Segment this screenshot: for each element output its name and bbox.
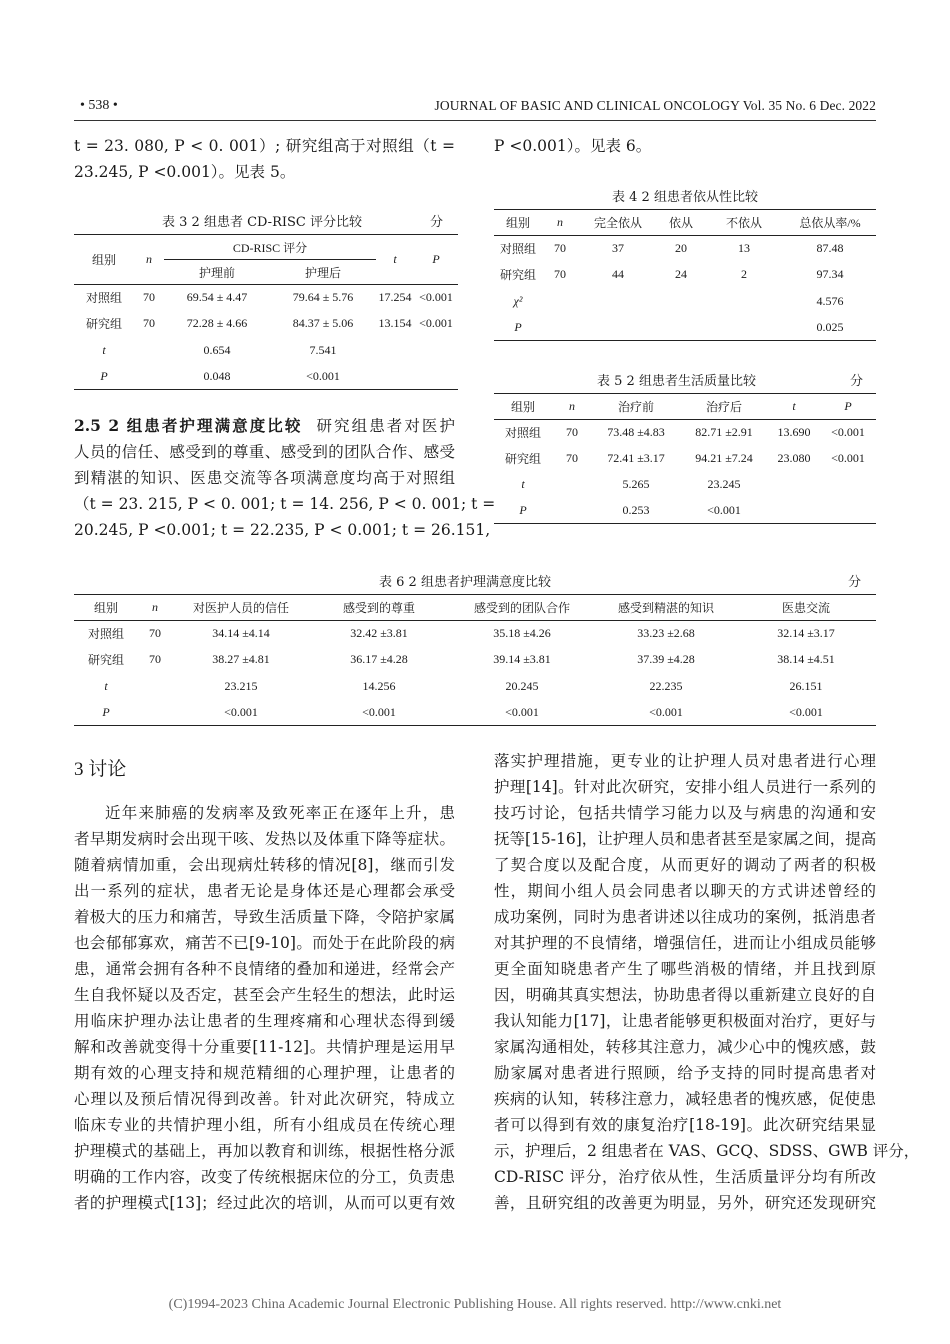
header-cell: P xyxy=(820,394,876,420)
cell: 70 xyxy=(566,451,578,465)
cell: 研究组 xyxy=(499,268,536,282)
cell: 0.048 xyxy=(164,364,270,390)
text-line: 抚等[15-16]，让护理人员和患者甚至是家属之间，提高 xyxy=(494,830,877,848)
cell: 38.14 ±4.51 xyxy=(777,652,835,666)
text-line: 20.245, P <0.001; t = 22.235, P < 0.001; t = 26.151, xyxy=(74,521,491,539)
text-line: 更全面知晓患者产生了哪些消极的情绪，并且找到原 xyxy=(494,960,876,978)
unit-label: 分 xyxy=(850,374,864,389)
cell: P xyxy=(494,498,552,524)
header-cell: 完全依从 xyxy=(578,210,658,236)
cell: 39.14 ±3.81 xyxy=(493,652,551,666)
table4-caption: 表 4 2 组患者依从性比较 xyxy=(612,190,758,205)
text-line: 期有效的心理支持和规范精细的心理护理，让患者的 xyxy=(74,1064,455,1082)
text-line: 明确的工作内容，改变了传统根据床位的分工，负责患 xyxy=(74,1168,455,1186)
cell: <0.001 xyxy=(448,700,596,726)
unit-label: 分 xyxy=(848,575,862,590)
text-line: 出一系列的症状，患者无论是身体还是心理都会承受 xyxy=(74,882,455,900)
section-3-left xyxy=(74,800,455,1216)
cell: 34.14 ±4.14 xyxy=(212,626,270,641)
caption-text: 表 5 2 组患者生活质量比较 xyxy=(597,374,756,389)
cell: <0.001 xyxy=(419,316,453,330)
cell: P xyxy=(74,700,138,726)
table3 xyxy=(74,234,458,390)
cell: 70 xyxy=(149,652,161,666)
cell: 33.23 ±2.68 xyxy=(637,626,695,641)
cell: 38.27 ±4.81 xyxy=(212,652,270,666)
table-row xyxy=(74,673,876,700)
header-cell: 护理后 xyxy=(270,260,376,285)
text-line: （t = 23. 215, P < 0. 001; t = 14. 256, P < 0. 001; t = xyxy=(74,495,496,513)
cell: 0.654 xyxy=(203,342,231,357)
text-line: 成功案例，同时为患者讲述以往成功的案例，抵消患者 xyxy=(494,908,876,926)
table6 xyxy=(74,594,876,726)
table-row xyxy=(74,285,458,311)
text-line: 患，通常会拥有各种不良情绪的叠加和递进，经常会产 xyxy=(74,960,455,978)
text-line: 解和改善就变得十分重要[11-12]。共情护理是运用早 xyxy=(74,1038,455,1056)
header-rule xyxy=(74,120,876,121)
cell: 13 xyxy=(738,241,750,256)
cell: χ² xyxy=(513,293,523,308)
text-line: 疾病的认知，转移注意力，减轻患者的愧疚感，促使患 xyxy=(494,1090,876,1108)
text-line: 护理[14]。针对此次研究，安排小组人员进行一系列的 xyxy=(494,778,876,796)
text-line: 随着病情加重，会出现病灶转移的情况[8]，继而引发 xyxy=(74,856,455,874)
header-cell: 护理前 xyxy=(164,260,270,285)
cell: 0.025 xyxy=(784,315,876,341)
text-line: 也会郁郁寡欢，痛苦不已[9-10]。而处于在此阶段的病 xyxy=(74,934,455,952)
cell: t xyxy=(102,342,106,357)
cell: 23.245 xyxy=(707,477,741,491)
text-line: 着极大的压力和痛苦，导致生活质量下降，令陪护家属 xyxy=(74,908,455,926)
cell: 70 xyxy=(143,316,155,330)
cell: 23.080 xyxy=(777,451,811,465)
table-row xyxy=(494,262,876,288)
cell: 97.34 xyxy=(816,267,844,281)
text-line: 护理模式的基础上，再加以教育和训练，根据性格分派 xyxy=(74,1142,455,1160)
table-row xyxy=(74,621,876,647)
header-cell: 对医护人员的信任 xyxy=(172,595,310,621)
text-line: 生自我怀疑以及否定，甚至会产生轻生的想法，此时运 xyxy=(74,986,455,1004)
cell: 17.254 xyxy=(378,290,412,305)
journal-header: JOURNAL OF BASIC AND CLINICAL ONCOLOGY Vol. 35 No. 6 Dec. 2022 xyxy=(434,98,876,113)
cell: 79.64 ± 5.76 xyxy=(292,290,354,305)
cell: <0.001 xyxy=(172,700,310,726)
text-line: 落实护理措施，更专业的让护理人员对患者进行心理 xyxy=(494,752,876,770)
caption-text: 表 6 2 组患者护理满意度比较 xyxy=(379,575,551,590)
section-3-right xyxy=(494,748,920,1216)
header-cell: 治疗前 xyxy=(592,394,680,420)
table-row xyxy=(74,700,876,726)
cell: 5.265 xyxy=(622,477,650,491)
cell: 70 xyxy=(149,626,161,641)
text-line: 了契合度以及配合度，从而更好的调动了两者的积极 xyxy=(494,856,876,874)
header-cell: 医患交流 xyxy=(736,595,876,621)
section-heading: 2.5 2 组患者护理满意度比较 xyxy=(74,416,303,435)
text-line: 人员的信任、感受到的尊重、感受到的团队合作、感受 xyxy=(74,443,455,461)
cell: 84.37 ± 5.06 xyxy=(292,316,354,330)
cell: 72.41 ±3.17 xyxy=(607,451,665,465)
cell: 69.54 ± 4.47 xyxy=(186,290,248,305)
cell: 32.42 ±3.81 xyxy=(350,626,408,641)
text-line: 到精湛的知识、医患交流等各项满意度均高于对照组 xyxy=(74,469,455,487)
cell: <0.001 xyxy=(270,364,376,390)
header-cell: n xyxy=(138,595,172,621)
left-top-paragraph xyxy=(74,133,455,185)
cell: 70 xyxy=(554,267,566,281)
table4 xyxy=(494,209,876,341)
cell: 对照组 xyxy=(85,291,122,306)
text-span: 研究组患者对医护 xyxy=(316,417,455,435)
cell: 研究组 xyxy=(504,452,541,466)
cell: 4.576 xyxy=(816,293,844,308)
text-line: P <0.001）。见表 6。 xyxy=(494,137,652,155)
cell: 14.256 xyxy=(362,678,396,693)
header-cell: 组别 xyxy=(494,394,552,420)
text-line: 示，护理后，2 组患者在 VAS、GCQ、SDSS、GWB 评分， xyxy=(494,1142,920,1160)
cell: <0.001 xyxy=(831,451,865,465)
cell: 87.48 xyxy=(816,241,844,256)
text-line: 用临床护理办法让患者的生理疼痛和心理状态得到缓 xyxy=(74,1012,455,1030)
cell: 22.235 xyxy=(649,678,683,693)
section-2-5 xyxy=(74,413,496,543)
right-top-paragraph xyxy=(494,133,876,159)
cell: 82.71 ±2.91 xyxy=(695,425,753,440)
header-cell: 组别 xyxy=(74,235,134,285)
table-row xyxy=(494,236,876,262)
table5 xyxy=(494,393,876,524)
cell: <0.001 xyxy=(596,700,736,726)
unit-label: 分 xyxy=(430,215,444,230)
cell: 0.253 xyxy=(592,498,680,524)
header-cell: 总依从率/% xyxy=(784,210,876,236)
cell: 2 xyxy=(741,267,747,281)
cell: 72.28 ± 4.66 xyxy=(186,316,248,330)
cell: 20 xyxy=(675,241,687,256)
cell: <0.001 xyxy=(419,290,453,305)
text-line: 近年来肺癌的发病率及致死率正在逐年上升，患 xyxy=(105,804,455,822)
table-row xyxy=(494,315,876,341)
cell: 70 xyxy=(554,241,566,256)
cell: <0.001 xyxy=(680,498,768,524)
text-line: 技巧讨论，包括共情学习能力以及与病患的沟通和安 xyxy=(494,804,876,822)
cell: 36.17 ±4.28 xyxy=(350,652,408,666)
header-cell: 组别 xyxy=(74,595,138,621)
header-cell: 感受到的尊重 xyxy=(310,595,448,621)
cell: 20.245 xyxy=(505,678,539,693)
cell: 对照组 xyxy=(504,426,541,441)
cell: 26.151 xyxy=(789,678,823,693)
cell: <0.001 xyxy=(736,700,876,726)
cell: 研究组 xyxy=(87,653,124,667)
cell: 23.215 xyxy=(224,678,258,693)
cell: 对照组 xyxy=(499,242,536,257)
table-row xyxy=(74,364,458,390)
header-cell: n xyxy=(552,394,592,420)
cell: 37 xyxy=(612,241,624,256)
text-line: 对其护理的不良情绪，增强信任，进而让小组成员能够 xyxy=(494,934,876,952)
page-number: • 538 • xyxy=(80,98,118,113)
header-cell: 治疗后 xyxy=(680,394,768,420)
cell: 44 xyxy=(612,267,624,281)
text-line: 临床专业的共情护理小组，所有小组成员在传统心理 xyxy=(74,1116,455,1134)
header-cell: n xyxy=(542,210,578,236)
header-cell: n xyxy=(134,235,164,285)
header-cell: 依从 xyxy=(658,210,704,236)
header-cell: 感受到的团队合作 xyxy=(448,595,596,621)
text-line: 我认知能力[17]，让患者能够更积极面对治疗，更好与 xyxy=(494,1012,876,1030)
cell: P xyxy=(74,364,134,390)
text-line xyxy=(74,413,455,439)
header-cell: 不依从 xyxy=(704,210,784,236)
cell: 73.48 ±4.83 xyxy=(607,425,665,440)
cell: <0.001 xyxy=(310,700,448,726)
table-row xyxy=(74,311,458,337)
table-row xyxy=(494,446,876,472)
table-row xyxy=(494,498,876,524)
table-row xyxy=(74,337,458,364)
text-line: 性，期间小组人员会同患者以聊天的方式讲述曾经的 xyxy=(494,882,876,900)
cell: P xyxy=(494,315,542,341)
text-line: 善，且研究组的改善更为明显，另外，研究还发现研究 xyxy=(494,1194,876,1212)
cell: 32.14 ±3.17 xyxy=(777,626,835,641)
table-row xyxy=(74,647,876,673)
section-3-heading: 3 讨论 xyxy=(74,759,127,780)
cell: 研究组 xyxy=(85,317,122,331)
cell: 对照组 xyxy=(87,627,124,642)
text-line: 者可以得到有效的康复治疗[18-19]。此次研究结果显 xyxy=(494,1116,876,1134)
copyright-footer: (C)1994-2023 China Academic Journal Electronic Publishing House. All rights reserved. http://www.cnki.net xyxy=(168,1297,782,1312)
cell: 70 xyxy=(566,425,578,440)
cell: 13.154 xyxy=(378,316,412,330)
header-cell: 感受到精湛的知识 xyxy=(596,595,736,621)
cell: <0.001 xyxy=(831,425,865,440)
text-line: 者早期发病时会出现干咳、发热以及体重下降等症状。 xyxy=(74,830,455,848)
header-cell: t xyxy=(768,394,820,420)
header-cell: t xyxy=(376,235,414,285)
table-row xyxy=(494,288,876,315)
text-line: 者的护理模式[13]；经过此次的培训，从而可以更有效 xyxy=(74,1194,455,1212)
cell: 37.39 ±4.28 xyxy=(637,652,695,666)
header-cell: P xyxy=(414,235,458,285)
cell: 35.18 ±4.26 xyxy=(493,626,551,641)
text-line: 励家属对患者进行照顾，给予支持的同时提高患者对 xyxy=(494,1064,876,1082)
cell: 24 xyxy=(675,267,687,281)
text-line: 因，明确其真实想法，协助患者得以重新建立良好的自 xyxy=(494,986,876,1004)
cell: t xyxy=(104,678,108,693)
cell: 70 xyxy=(143,290,155,305)
header-cell: CD-RISC 评分 xyxy=(164,235,376,260)
cell: 13.690 xyxy=(777,425,811,440)
table-row xyxy=(494,472,876,498)
header-cell: 组别 xyxy=(494,210,542,236)
cell: t xyxy=(521,477,525,491)
cell: 94.21 ±7.24 xyxy=(695,451,753,465)
table-row xyxy=(494,420,876,446)
text-line: t = 23. 080, P < 0. 001）; 研究组高于对照组（t = xyxy=(74,137,455,155)
text-line: 心理以及预后情况得到改善。针对此次研究，特成立 xyxy=(74,1090,455,1108)
text-line: CD-RISC 评分，治疗依从性，生活质量评分均有所改 xyxy=(494,1168,876,1186)
caption-text: 表 3 2 组患者 CD-RISC 评分比较 xyxy=(162,215,362,230)
text-line: 家属沟通相处，转移其注意力，减少心中的愧疚感，鼓 xyxy=(494,1038,876,1056)
cell: 7.541 xyxy=(309,342,337,357)
text-line: 23.245, P <0.001）。见表 5。 xyxy=(74,163,296,181)
